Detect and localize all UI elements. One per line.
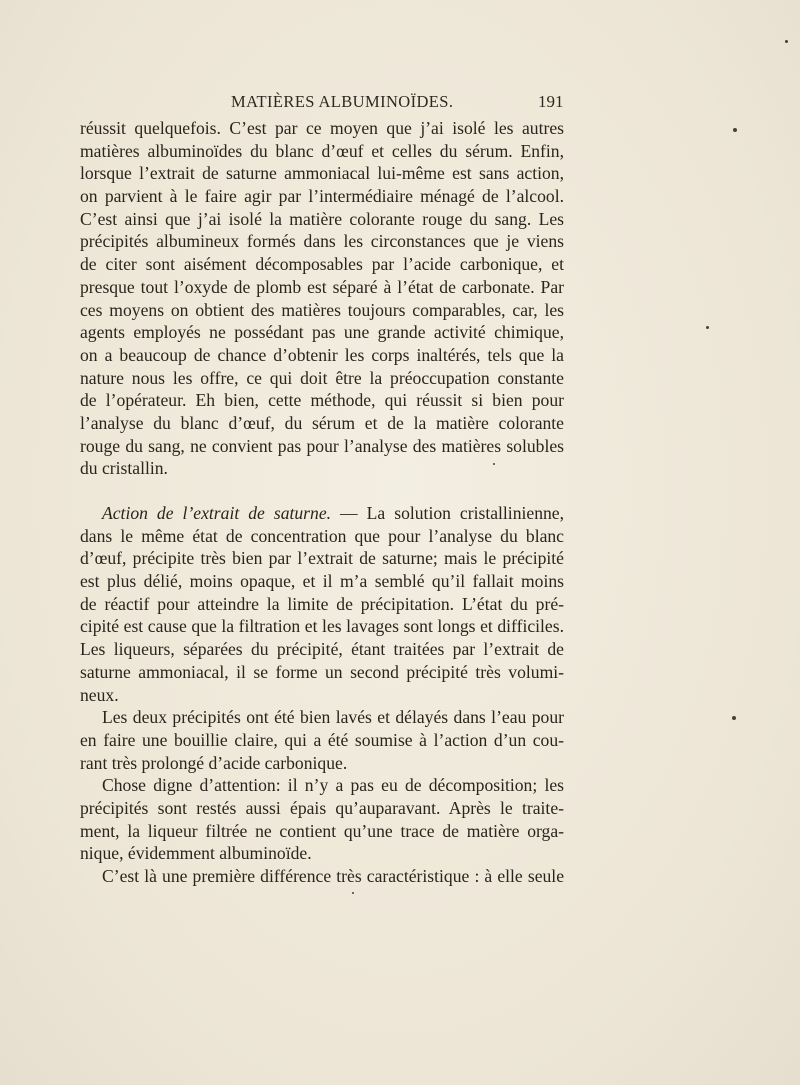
paragraph-5 [80, 865, 564, 888]
text-line: rouge du sang, ne convient pas pour l’analyse des matières solubles [80, 435, 564, 456]
text-line: on a beaucoup de chance d’obtenir les corps inaltérés, tels que la [80, 344, 564, 365]
text-line: saturne ammoniacal, il se forme un second précipité très volumi- [80, 661, 564, 682]
paper-speck [493, 463, 495, 465]
text-line: précipités albumineux formés dans les circonstances que je viens [80, 231, 564, 252]
text-line: agents employés ne possédant pas une grande activité chimique, [80, 322, 564, 343]
text-line: Les deux précipités ont été bien lavés et délayés dans l’eau pour [102, 707, 564, 728]
text-line: nique, évidemment albuminoïde. [80, 843, 312, 864]
text-line: réussit quelquefois. C’est par ce moyen que j’ai isolé les autres [80, 118, 564, 138]
text-line: C’est ainsi que j’ai isolé la matière colorante rouge du sang. Les [80, 208, 564, 229]
text-line: l’analyse du blanc d’œuf, du sérum et de la matière colorante [80, 412, 564, 433]
text-line: de réactif pour atteindre la limite de précipitation. L’état du pré- [80, 593, 564, 614]
text-line: presque tout l’oxyde de plomb est séparé à l’état de carbonate. Par [80, 276, 564, 297]
text-line [80, 502, 564, 525]
text-line: du cristallin. [80, 458, 168, 479]
paper-speck [785, 40, 788, 43]
text-run: La solution cristallinienne, [366, 503, 564, 523]
paragraph-1 [80, 117, 564, 480]
body-text [80, 117, 564, 888]
paper-speck [732, 716, 736, 720]
text-line: neux. [80, 684, 119, 705]
paper-speck [733, 128, 737, 132]
text-line: nature nous les offre, ce qui doit être la préoccupation constante [80, 367, 564, 388]
page-number: 191 [538, 92, 564, 111]
text-line: Les liqueurs, séparées du précipité, étant traitées par l’extrait de [80, 639, 564, 660]
paragraph-4 [80, 774, 564, 865]
text-line: est plus délié, moins opaque, et il m’a semblé qu’il fallait moins [80, 571, 564, 592]
text-line: C’est là une première différence très caractéristique : à elle seule [102, 866, 564, 886]
text-line: de l’opérateur. Eh bien, cette méthode, qui réussit si bien pour [80, 390, 564, 411]
paragraph-2 [80, 502, 564, 706]
text-line: lorsque l’extrait de saturne ammoniacal lui-même est sans action, [80, 163, 564, 184]
paragraph-3 [80, 706, 564, 774]
text-line: d’œuf, précipite très bien par l’extrait de saturne; mais le précipité [80, 548, 564, 569]
paper-speck [352, 892, 354, 894]
text-line: Chose digne d’attention: il n’y a pas eu de décomposition; les [102, 775, 564, 796]
text-line: dans le même état de concentration que pour l’analyse du blanc [80, 525, 564, 546]
em-dash: — [331, 503, 367, 523]
text-line: précipités sont restés aussi épais qu’auparavant. Après le traite- [80, 797, 564, 818]
text-line: ces moyens on obtient des matières toujours comparables, car, les [80, 299, 564, 320]
text-line: cipité est cause que la filtration et les lavages sont longs et difficiles. [80, 616, 564, 637]
text-line: matières albuminoïdes du blanc d’œuf et celles du sérum. Enfin, [80, 140, 564, 161]
running-title: MATIÈRES ALBUMINOÏDES. [231, 92, 454, 111]
section-heading: Action de l’extrait de saturne. [102, 503, 332, 523]
text-line: rant très prolongé d’acide carbonique. [80, 752, 348, 773]
paper-speck [706, 326, 709, 329]
text-line: de citer sont aisément décomposables par l’acide carbonique, et [80, 254, 564, 275]
text-line: en faire une bouillie claire, qui a été soumise à l’action d’un cou- [80, 729, 564, 750]
text-line: ment, la liqueur filtrée ne contient qu’une trace de matière orga- [80, 820, 564, 841]
text-line: on parvient à le faire agir par l’intermédiaire ménagé de l’alcool. [80, 186, 564, 207]
